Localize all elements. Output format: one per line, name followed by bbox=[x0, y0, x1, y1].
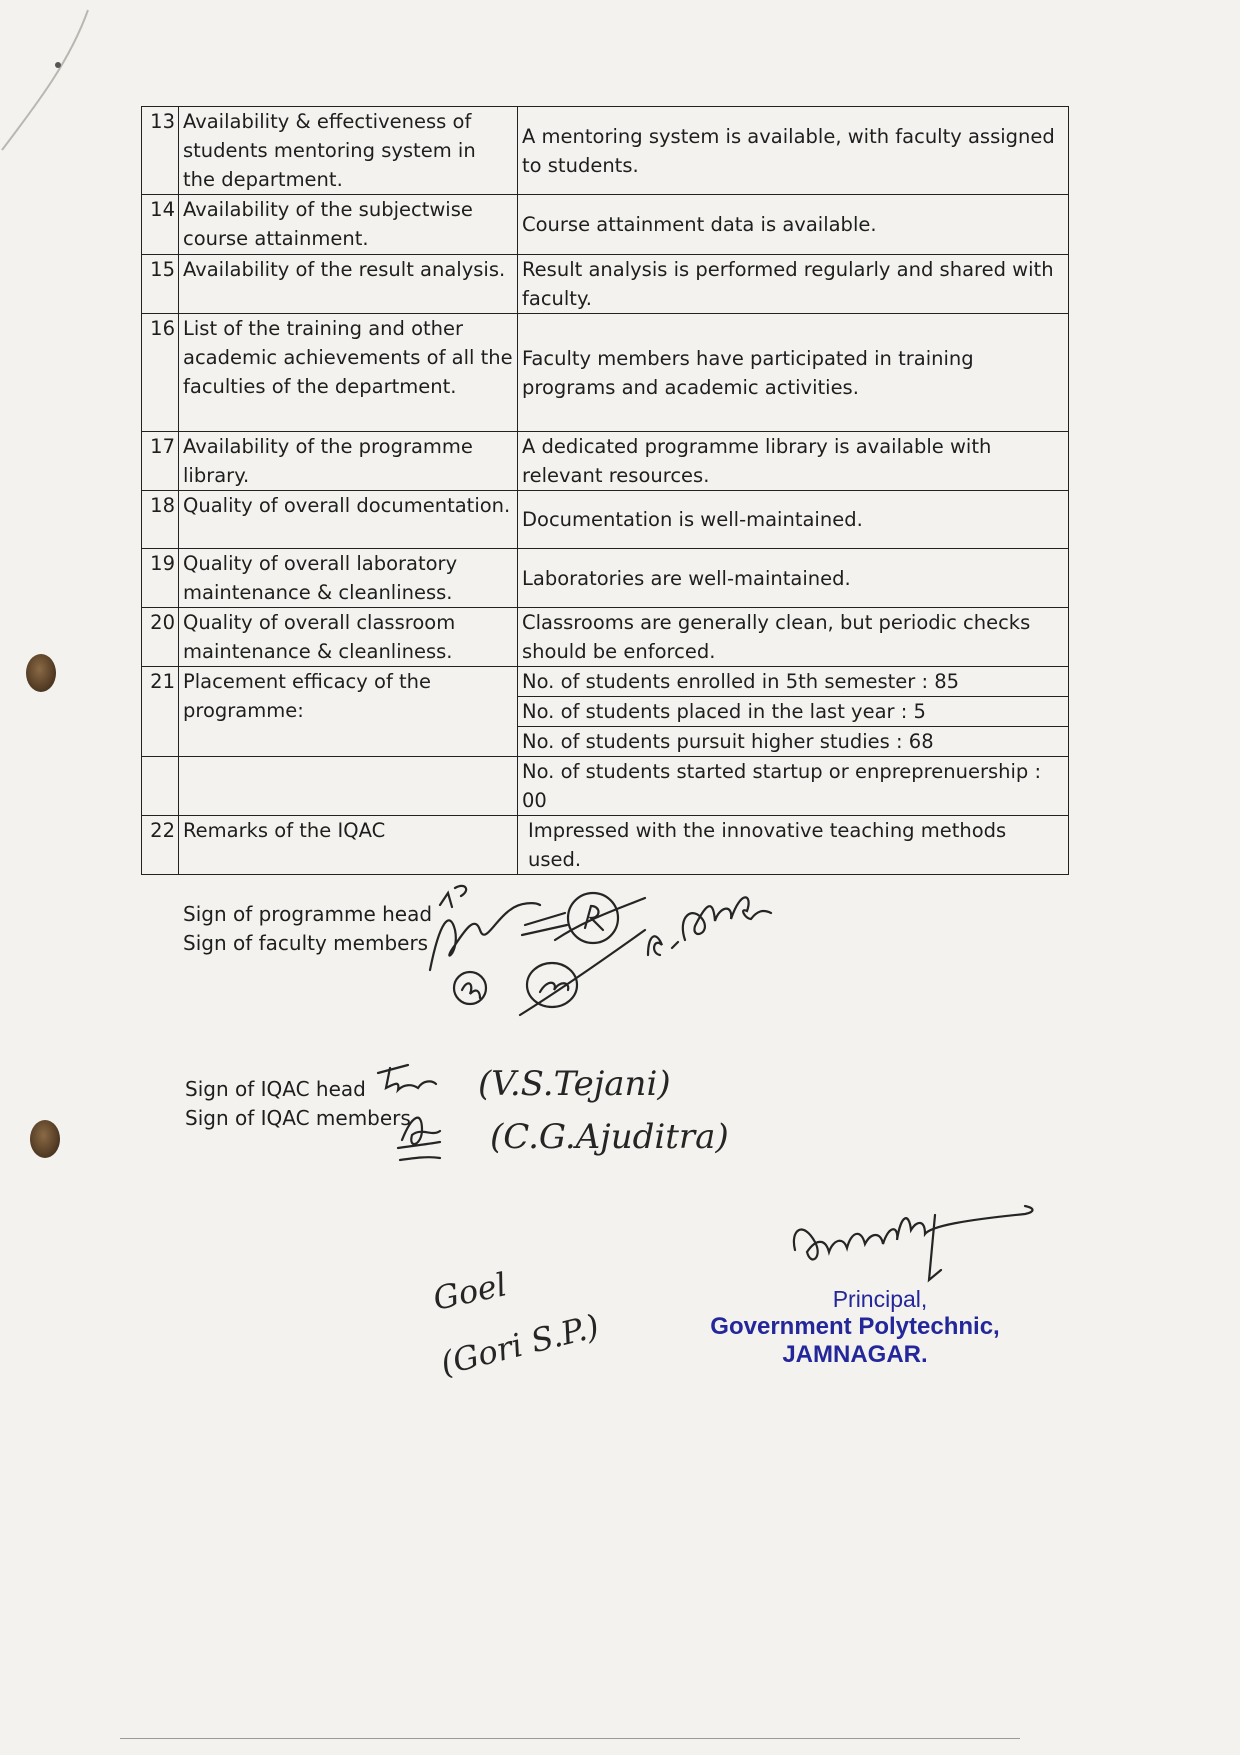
row-response: Course attainment data is available. bbox=[518, 195, 1069, 255]
row-criterion: Availability of the result analysis. bbox=[179, 255, 518, 314]
placement-startup: No. of students started startup or enpreprenuership : 00 bbox=[518, 757, 1069, 816]
row-criterion: Quality of overall classroom maintenance & cleanliness. bbox=[179, 608, 518, 667]
handwritten-iqac-head-name: (V.S.Tejani) bbox=[478, 1064, 671, 1104]
row-criterion: Placement efficacy of the programme: bbox=[179, 667, 518, 757]
handwritten-note-line1: Goel bbox=[429, 1265, 511, 1318]
row-response: Impressed with the innovative teaching methods used. bbox=[518, 816, 1069, 875]
iqac-member-signature bbox=[398, 1118, 440, 1160]
row-response: Documentation is well-maintained. bbox=[518, 491, 1069, 549]
row-response: Faculty members have participated in training programs and academic activities. bbox=[518, 314, 1069, 432]
row-criterion: Quality of overall documentation. bbox=[179, 491, 518, 549]
row-response: Result analysis is performed regularly and shared with faculty. bbox=[518, 255, 1069, 314]
row-criterion: Quality of overall laboratory maintenance & cleanliness. bbox=[179, 549, 518, 608]
label-iqac-members: Sign of IQAC members bbox=[185, 1106, 411, 1130]
row-number: 20 bbox=[142, 608, 179, 667]
row-criterion: Availability of the subjectwise course attainment. bbox=[179, 195, 518, 255]
placement-placed: No. of students placed in the last year : 5 bbox=[518, 697, 1068, 727]
label-iqac-head: Sign of IQAC head bbox=[185, 1077, 366, 1101]
iqac-head-signature bbox=[378, 1065, 436, 1090]
row-criterion: Availability of the programme library. bbox=[179, 432, 518, 491]
label-programme-head: Sign of programme head bbox=[183, 902, 433, 926]
row-response: Classrooms are generally clean, but periodic checks should be enforced. bbox=[518, 608, 1069, 667]
row-criterion: Remarks of the IQAC bbox=[179, 816, 518, 875]
row-response: A mentoring system is available, with faculty assigned to students. bbox=[518, 107, 1069, 195]
label-faculty-members: Sign of faculty members bbox=[183, 931, 429, 955]
stamp-institution: Government Polytechnic, bbox=[710, 1313, 1000, 1340]
row-number: 17 bbox=[142, 432, 179, 491]
stamp-title: Principal, bbox=[832, 1286, 928, 1312]
faculty-signatures bbox=[430, 886, 771, 1015]
row-number: 21 bbox=[142, 667, 179, 757]
row-number: 22 bbox=[142, 816, 179, 875]
row-response: Laboratories are well-maintained. bbox=[518, 549, 1069, 608]
page-bottom-rule bbox=[120, 1738, 1020, 1739]
stamp-city: JAMNAGAR. bbox=[782, 1341, 928, 1368]
row-number: 13 bbox=[142, 107, 179, 195]
handwritten-note-line2: (Gori S.P.) bbox=[436, 1306, 603, 1383]
row-number: 14 bbox=[142, 195, 179, 255]
row-criterion: List of the training and other academic achievements of all the faculties of the department. bbox=[179, 314, 518, 432]
row-number: 18 bbox=[142, 491, 179, 549]
row-response: A dedicated programme library is available with relevant resources. bbox=[518, 432, 1069, 491]
row-criterion: Availability & effectiveness of students mentoring system in the department. bbox=[179, 107, 518, 195]
placement-enrolled: No. of students enrolled in 5th semester : 85 bbox=[518, 667, 1068, 697]
handwritten-iqac-member-name: (C.G.Ajuditra) bbox=[490, 1117, 729, 1157]
row-number: 15 bbox=[142, 255, 179, 314]
principal-signature bbox=[794, 1206, 1033, 1280]
row-number: 19 bbox=[142, 549, 179, 608]
principal-stamp bbox=[660, 1285, 1050, 1369]
placement-higher-studies: No. of students pursuit higher studies : 68 bbox=[522, 730, 934, 753]
row-number: 16 bbox=[142, 314, 179, 432]
